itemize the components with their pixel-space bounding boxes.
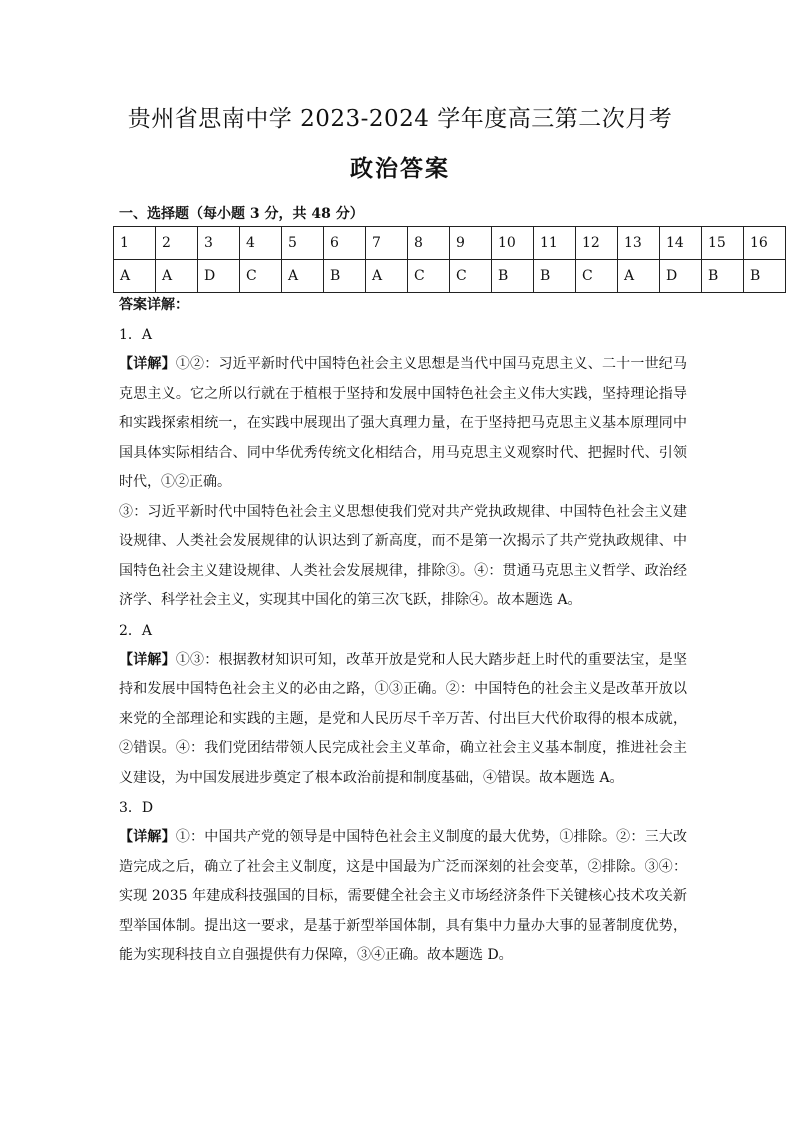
explanation-paragraph — [119, 646, 687, 794]
question-number-cell: 10 — [492, 227, 534, 260]
answer-cell: B — [324, 260, 366, 293]
answer-cell: A — [114, 260, 156, 293]
question-number-cell: 2 — [156, 227, 198, 260]
question-number-cell: 5 — [282, 227, 324, 260]
answer-cell: C — [450, 260, 492, 293]
question-number-cell: 11 — [534, 227, 576, 260]
answer-cell: D — [660, 260, 702, 293]
question-number-cell: 12 — [576, 227, 618, 260]
answer-cell: C — [408, 260, 450, 293]
paragraph-text: ①②：习近平新时代中国特色社会主义思想是当代中国马克思主义、二十一世纪马克思主义。它之所以行就在于植根于坚持和发展中国特色社会主义伟大实践，坚持理论指导和实践探索相统一，在实践中展现出了强大真理力量，在于坚持把马克思主义基本原理同中国具体实际相结合、同中华优秀传统文化相结合，用马克思主义观察时代、把握时代、引领时代，①②正确。 — [119, 356, 688, 490]
question-number: 1．A — [119, 327, 153, 343]
question-number-cell: 7 — [366, 227, 408, 260]
page-subtitle: 政治答案 — [350, 155, 450, 182]
detail-tag: 【详解】 — [119, 651, 176, 668]
answer-cell: D — [198, 260, 240, 293]
answer-cell: A — [156, 260, 198, 293]
question-number-cell: 4 — [240, 227, 282, 260]
detail-tag: 【详解】 — [119, 356, 176, 372]
explanation-paragraph — [119, 823, 687, 971]
page-title: 贵州省思南中学 2023-2024 学年度高三第二次月考 — [127, 106, 673, 132]
explanations — [119, 290, 687, 971]
paragraph-text: ③：习近平新时代中国特色社会主义思想使我们党对共产党执政规律、中国特色社会主义建设规律、人类社会发展规律的认识达到了新高度，而不是第一次揭示了共产党执政规律、中国特色社会主义建设规律、人类社会发展规律，排除③。④：贯通马克思主义哲学、政治经济学、科学社会主义，实现其中国化的第三次飞跃，排除④。故本题选 A。 — [119, 503, 687, 608]
explanation-item — [119, 616, 687, 794]
table-row-numbers — [114, 227, 786, 260]
question-number: 2．A — [119, 622, 153, 639]
answer-cell: C — [576, 260, 618, 293]
explanations-heading: 答案详解： — [119, 297, 189, 313]
table-row-answers — [114, 260, 786, 293]
answer-cell: A — [366, 260, 408, 293]
answer-cell: A — [618, 260, 660, 293]
question-number-cell: 13 — [618, 227, 660, 260]
question-number: 3．D — [119, 800, 154, 816]
answer-cell: C — [240, 260, 282, 293]
question-number-cell: 16 — [744, 227, 786, 260]
answer-cell: B — [492, 260, 534, 293]
detail-tag: 【详解】 — [119, 829, 176, 845]
explanation-item — [119, 320, 687, 616]
question-number-cell: 3 — [198, 227, 240, 260]
answer-cell: A — [282, 260, 324, 293]
answer-cell: B — [744, 260, 786, 293]
question-number-cell: 1 — [114, 227, 156, 260]
paragraph-text: ①③：根据教材知识可知，改革开放是党和人民大踏步赶上时代的重要法宝，是坚持和发展中国特色社会主义的必由之路，①③正确。②：中国特色的社会主义是改革开放以来党的全部理论和实践的主题，是党和人民历尽千辛万苦、付出巨大代价取得的根本成就，②错误。④：我们党团结带领人民完成社会主义革命，确立社会主义基本制度，推进社会主义建设，为中国发展进步奠定了根本政治前提和制度基础，④错误。故本题选 A。 — [119, 651, 688, 786]
paragraph-text: ①：中国共产党的领导是中国特色社会主义制度的最大优势，①排除。②：三大改造完成之后，确立了社会主义制度，这是中国最为广泛而深刻的社会变革，②排除。③④：实现 2035 年建成科技强国的目标，需要健全社会主义市场经济条件下关键核心技术攻关新型举国体制。提出这一要求，是基于新型举国体制，具有集中力量办大事的显著制度优势，能为实现科技自立自强提供有力保障，③④正确。故本题选 D。 — [119, 829, 688, 963]
explanation-paragraph — [119, 498, 687, 616]
answer-cell: B — [702, 260, 744, 293]
explanation-paragraph — [119, 350, 687, 498]
question-number-cell: 15 — [702, 227, 744, 260]
section-heading: 一、选择题（每小题 3 分，共 48 分） — [119, 206, 364, 222]
answer-cell: B — [534, 260, 576, 293]
answer-table — [113, 226, 786, 293]
question-number-cell: 6 — [324, 227, 366, 260]
question-number-cell: 8 — [408, 227, 450, 260]
explanation-item — [119, 793, 687, 971]
question-number-cell: 9 — [450, 227, 492, 260]
question-number-cell: 14 — [660, 227, 702, 260]
